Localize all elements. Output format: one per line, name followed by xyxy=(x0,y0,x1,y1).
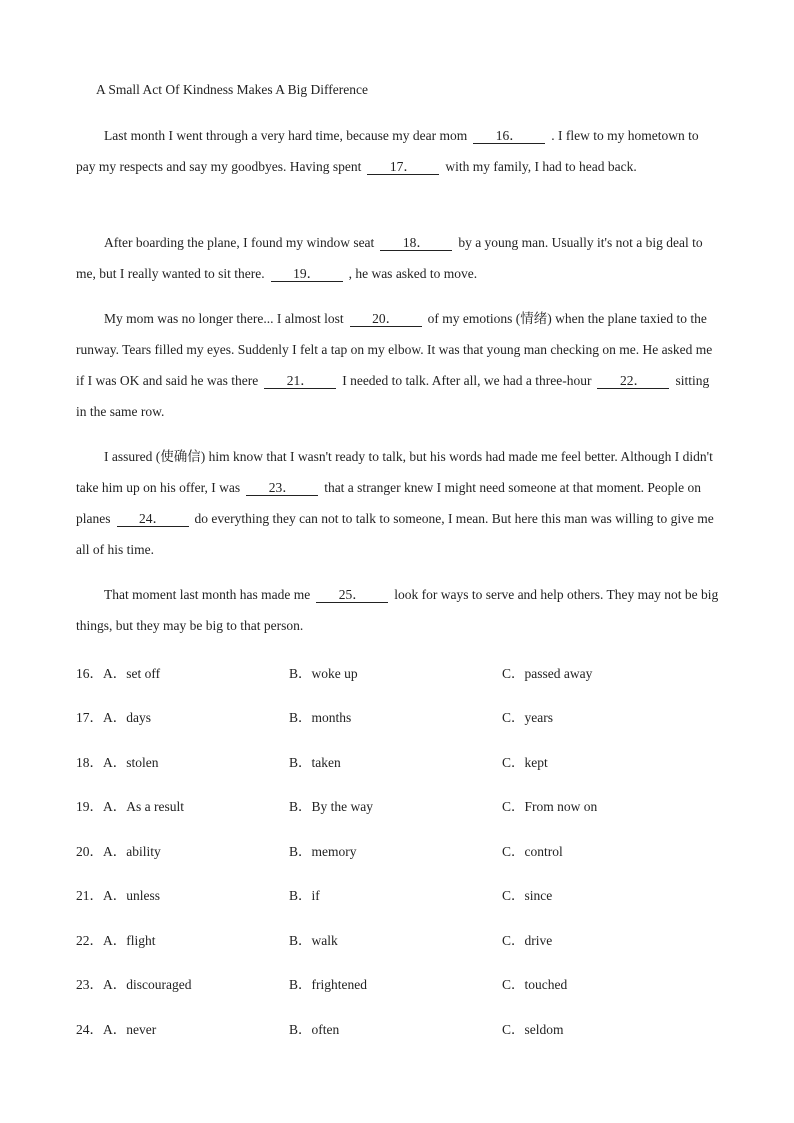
option-a: 24．A．never xyxy=(76,1022,157,1037)
passage-title: A Small Act Of Kindness Makes A Big Difference xyxy=(96,82,368,97)
question-row-19 xyxy=(76,795,736,815)
paragraph-text: do everything they can not to talk to someone, I mean. But here this man was willing to give me all of his time. xyxy=(76,511,714,557)
option-b: B．woke up xyxy=(289,666,358,681)
paragraph-text: sitting in the same row. xyxy=(76,373,710,419)
blank-17: 17． xyxy=(367,159,439,175)
option-a: 19．A．As a result xyxy=(76,799,184,814)
paragraph-text: I needed to talk. After all, we had a three-hour xyxy=(342,373,592,388)
paragraph-text: by a young man. Usually it's not a big deal to me, but I really wanted to sit there. xyxy=(76,235,703,281)
option-a: 23．A．discouraged xyxy=(76,977,192,992)
question-row-20 xyxy=(76,840,736,860)
option-c: C．touched xyxy=(502,977,568,992)
option-b: B．walk xyxy=(289,933,338,948)
option-c: C．passed away xyxy=(502,666,593,681)
paragraph-text: I assured (使确信) him know that I wasn't ready to talk, but his words had made me feel better. Although I didn't take him up on his offer, I was xyxy=(76,449,713,495)
option-b: B．taken xyxy=(289,755,341,770)
blank-20: 20． xyxy=(350,311,422,327)
option-b: B．often xyxy=(289,1022,340,1037)
question-row-16 xyxy=(76,662,736,682)
paragraph-text: look for ways to serve and help others. They may not be big things, but they may be big to that person. xyxy=(76,587,719,633)
paragraph-text: That moment last month has made me xyxy=(104,587,311,602)
question-row-17 xyxy=(76,706,736,726)
paragraph-text: My mom was no longer there... I almost lost xyxy=(104,311,344,326)
question-row-24 xyxy=(76,1018,736,1038)
paragraph-text: . I flew to my hometown to pay my respects and say my goodbyes. Having spent xyxy=(76,128,699,174)
question-row-23 xyxy=(76,973,736,993)
option-a: 20．A．ability xyxy=(76,844,161,859)
paragraph-4 xyxy=(76,441,720,565)
paragraph-text: After boarding the plane, I found my window seat xyxy=(104,235,375,250)
option-a: 16．A．set off xyxy=(76,666,161,681)
paragraph-text: Last month I went through a very hard time, because my dear mom xyxy=(104,128,468,143)
option-b: B．memory xyxy=(289,844,357,859)
option-b: B．By the way xyxy=(289,799,373,814)
option-c: C．since xyxy=(502,888,553,903)
blank-21: 21． xyxy=(264,373,336,389)
blank-25: 25． xyxy=(316,587,388,603)
option-c: C．drive xyxy=(502,933,553,948)
paragraph-3 xyxy=(76,303,720,427)
paragraph-2 xyxy=(76,227,720,289)
question-row-22 xyxy=(76,929,736,949)
paragraph-5 xyxy=(76,579,720,641)
blank-18: 18． xyxy=(380,235,452,251)
option-c: C．kept xyxy=(502,755,548,770)
option-a: 17．A．days xyxy=(76,710,151,725)
paragraph-text: of my emotions (情绪) when the plane taxied to the runway. Tears filled my eyes. Suddenly I felt a tap on my elbow. It was that young man checking on me. He asked me if I was OK and said he was there xyxy=(76,311,713,388)
option-a: 22．A．flight xyxy=(76,933,156,948)
option-c: C．seldom xyxy=(502,1022,564,1037)
option-c: C．years xyxy=(502,710,553,725)
option-c: C．control xyxy=(502,844,563,859)
blank-19: 19． xyxy=(271,266,343,282)
option-b: B．if xyxy=(289,888,320,903)
option-c: C．From now on xyxy=(502,799,598,814)
paragraph-text: with my family, I had to head back. xyxy=(445,159,637,174)
option-a: 18．A．stolen xyxy=(76,755,159,770)
paragraph-1 xyxy=(76,120,720,182)
blank-16: 16． xyxy=(473,128,545,144)
paragraph-text: , he was asked to move. xyxy=(348,266,478,281)
option-b: B．frightened xyxy=(289,977,367,992)
option-b: B．months xyxy=(289,710,352,725)
question-row-18 xyxy=(76,751,736,771)
paragraph-text: that a stranger knew I might need someone at that moment. People on planes xyxy=(76,480,701,526)
blank-22: 22． xyxy=(597,373,669,389)
question-row-21 xyxy=(76,884,736,904)
blank-23: 23． xyxy=(246,480,318,496)
option-a: 21．A．unless xyxy=(76,888,160,903)
blank-24: 24． xyxy=(117,511,189,527)
